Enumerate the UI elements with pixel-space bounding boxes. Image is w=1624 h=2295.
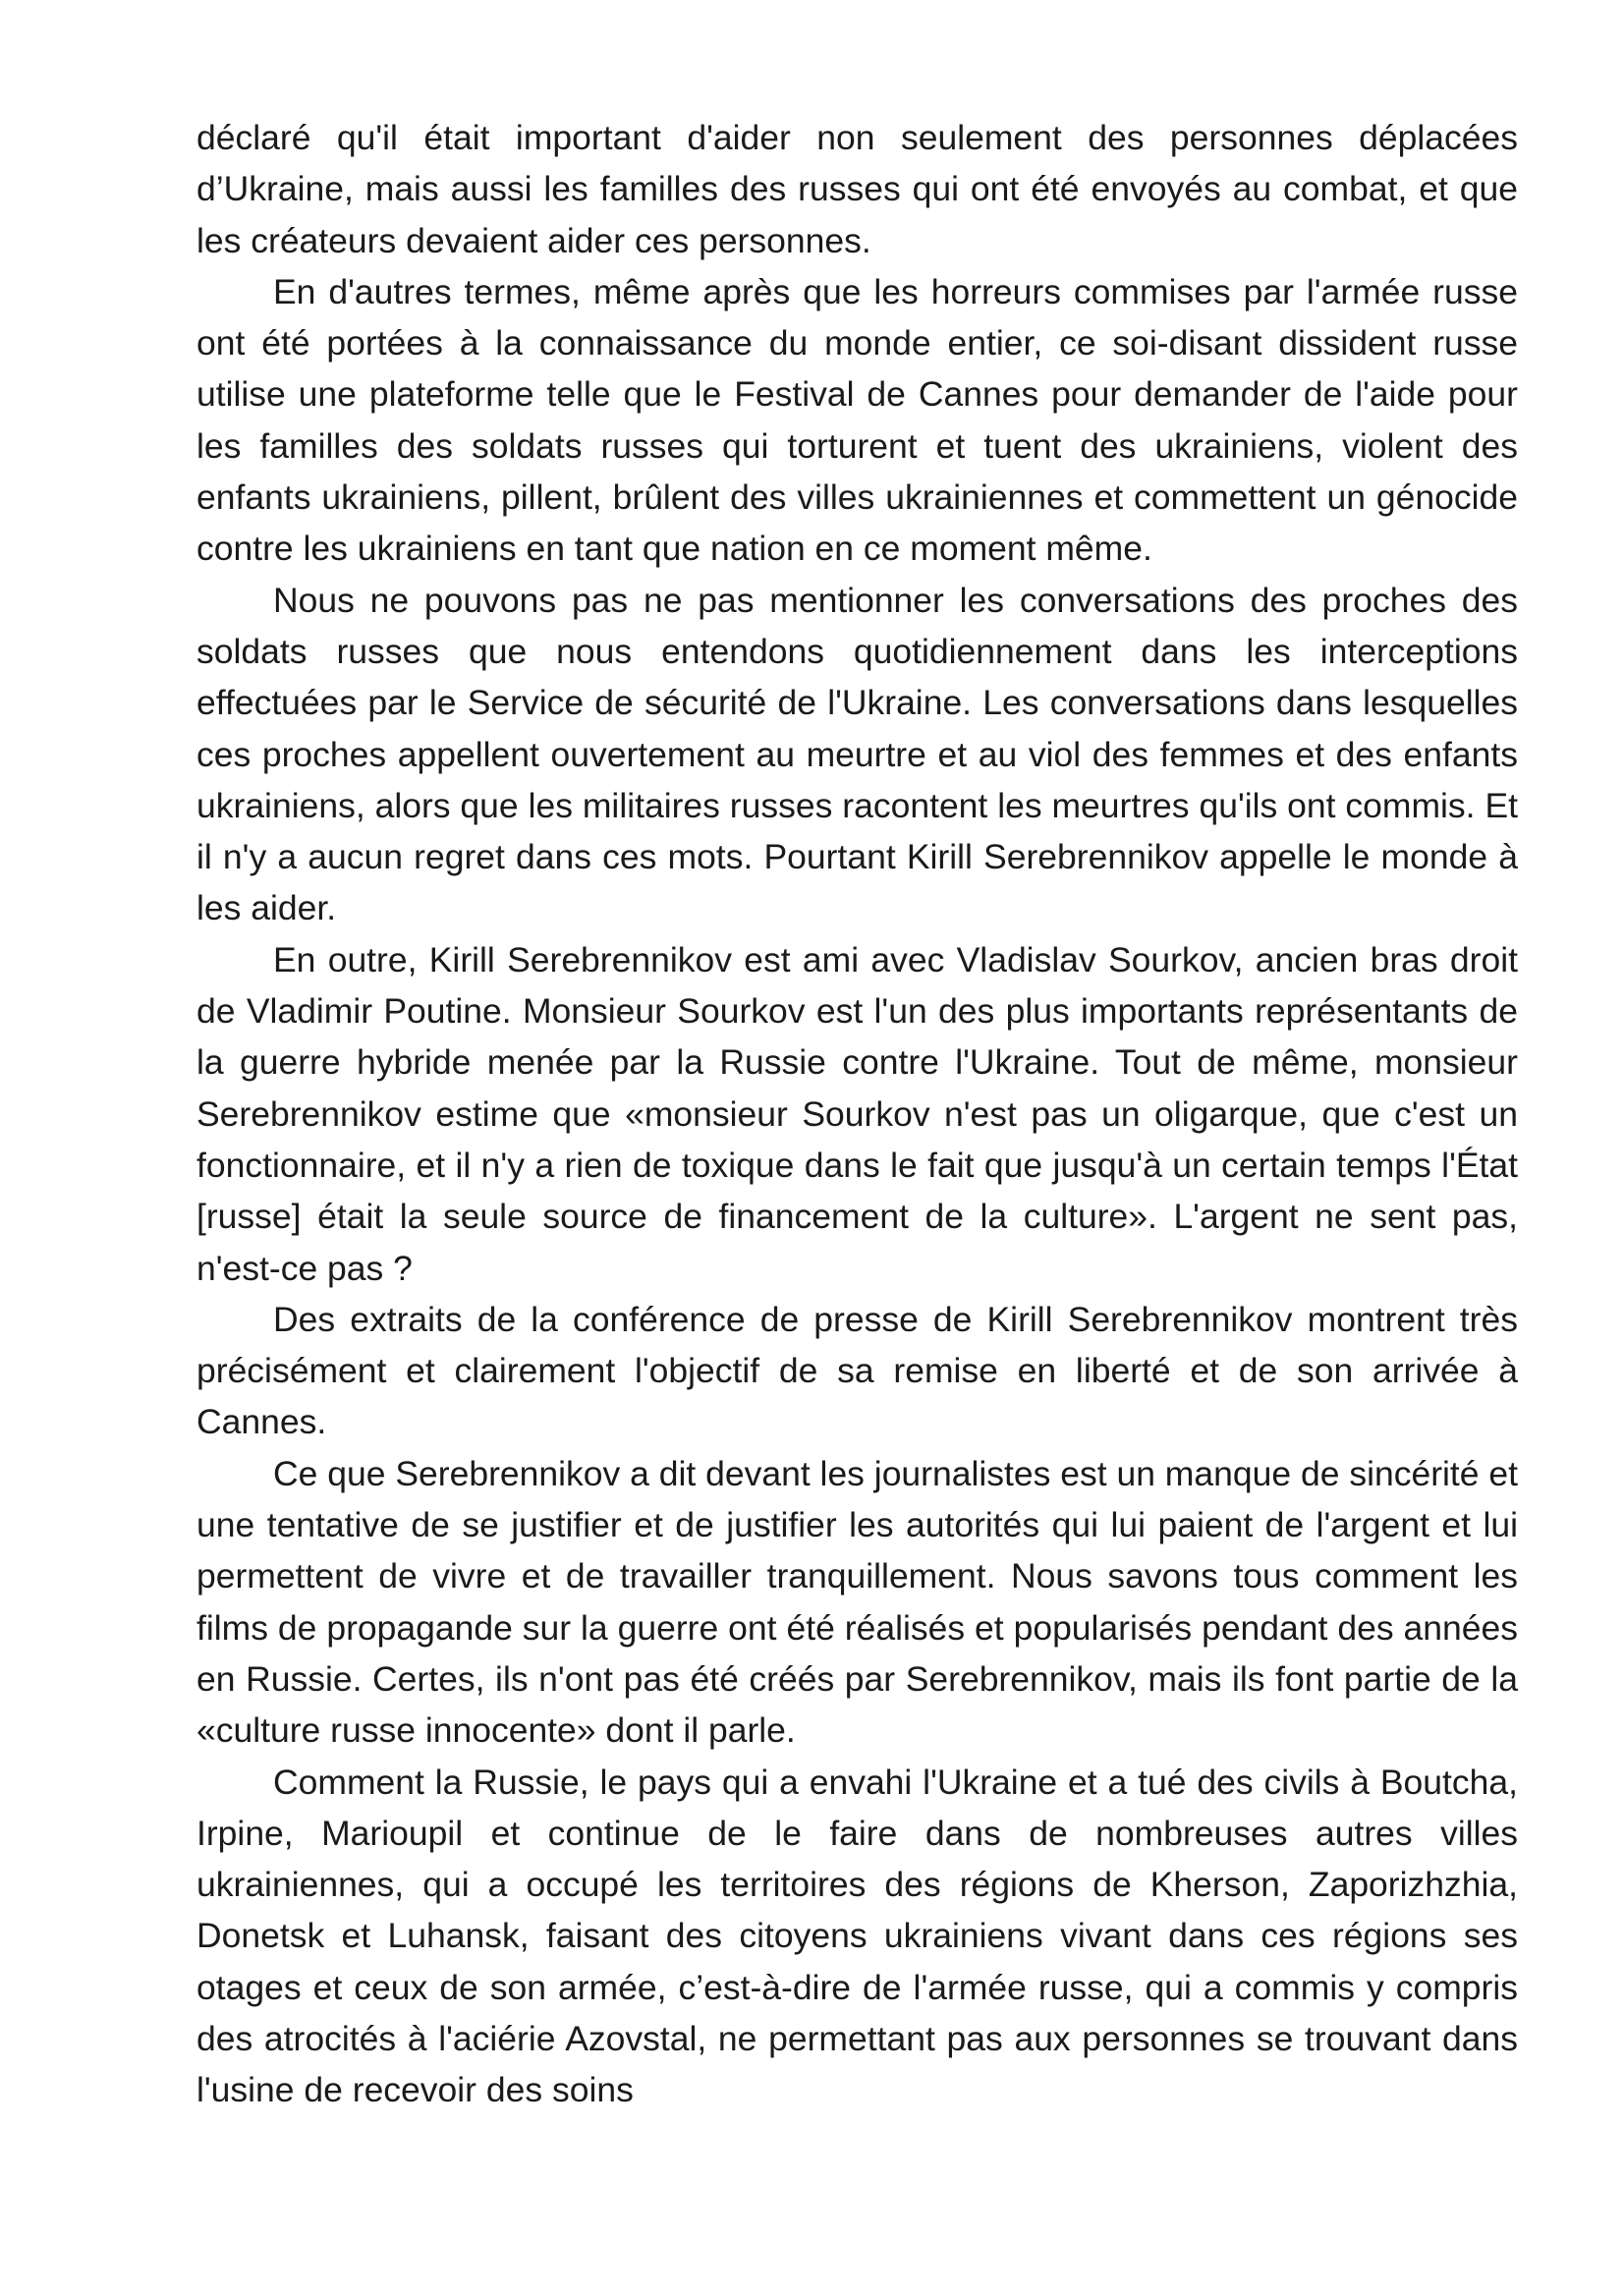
paragraph-4: En outre, Kirill Serebrennikov est ami avec Vladislav Sourkov, ancien bras droit de Vladimir Poutine. Monsieur Sourkov est l'un des plus importants représentants de la guerre hybride menée par la Russie contre l'Ukraine. Tout de même, monsieur Serebrennikov estime que «monsieur Sourkov n'est pas un oligarque, que c'est un fonctionnaire, et il n'y a rien de toxique dans le fait que jusqu'à un certain temps l'État [russe] était la seule source de financement de la culture». L'argent ne sent pas, n'est-ce pas ? (196, 939, 1518, 1288)
document-page (196, 112, 1518, 2116)
paragraph-5: Des extraits de la conférence de presse de Kirill Serebrennikov montrent très précisément et clairement l'objectif de sa remise en liberté et de son arrivée à Cannes. (196, 1299, 1518, 1442)
paragraph-2: En d'autres termes, même après que les horreurs commises par l'armée russe ont été portées à la connaissance du monde entier, ce soi-disant dissident russe utilise une plateforme telle que le Festival de Cannes pour demander de l'aide pour les familles des soldats russes qui torturent et tuent des ukrainiens, violent des enfants ukrainiens, pillent, brûlent des villes ukrainiennes et commettent un génocide contre les ukrainiens en tant que nation en ce moment même. (196, 271, 1518, 569)
paragraph-6: Ce que Serebrennikov a dit devant les journalistes est un manque de sincérité et une tentative de se justifier et de justifier les autorités qui lui paient de l'argent et lui permettent de vivre et de travailler tranquillement. Nous savons tous comment les films de propagande sur la guerre ont été réalisés et popularisés pendant des années en Russie. Certes, ils n'ont pas été créés par Serebrennikov, mais ils font partie de la «culture russe innocente» dont il parle. (196, 1453, 1518, 1751)
paragraph-7: Comment la Russie, le pays qui a envahi l'Ukraine et a tué des civils à Boutcha, Irpine, Marioupil et continue de le faire dans de nombreuses autres villes ukrainiennes, qui a occupé les territoires des régions de Kherson, Zaporizhzhia, Donetsk et Luhansk, faisant des citoyens ukrainiens vivant dans ces régions ses otages et ceux de son armée, c’est-à-dire de l'armée russe, qui a commis y compris des atrocités à l'aciérie Azovstal, ne permettant pas aux personnes se trouvant dans l'usine de recevoir des soins (196, 1762, 1518, 2110)
paragraph-1: déclaré qu'il était important d'aider non seulement des personnes déplacées d’Ukraine, mais aussi les familles des russes qui ont été envoyés au combat, et que les créateurs devaient aider ces personnes. (196, 118, 1518, 260)
paragraph-3: Nous ne pouvons pas ne pas mentionner les conversations des proches des soldats russes que nous entendons quotidiennement dans les interceptions effectuées par le Service de sécurité de l'Ukraine. Les conversations dans lesquelles ces proches appellent ouvertement au meurtre et au viol des femmes et des enfants ukrainiens, alors que les militaires russes racontent les meurtres qu'ils ont commis. Et il n'y a aucun regret dans ces mots. Pourtant Kirill Serebrennikov appelle le monde à les aider. (196, 580, 1518, 928)
